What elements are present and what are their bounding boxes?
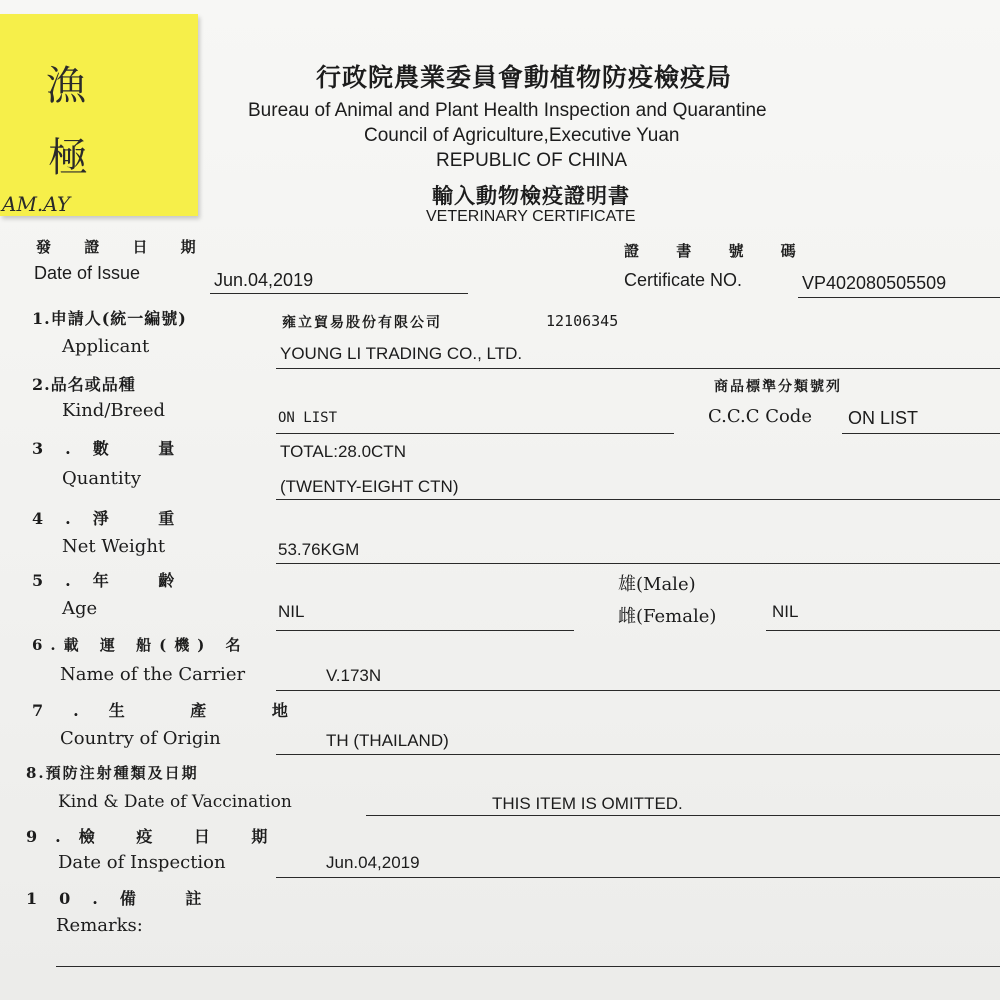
sticky-note-char-2: 極	[48, 135, 88, 181]
vaccination-underline	[366, 815, 1000, 816]
ccc-value: ON LIST	[848, 408, 919, 428]
male-label: 雄(Male)	[618, 574, 696, 595]
issue-date-value: Jun.04,2019	[214, 270, 314, 290]
age-label-zh: 5.年 齡	[32, 571, 197, 590]
vaccination-label-zh: 8.預防注射種類及日期	[26, 764, 199, 782]
agency-title-zh: 行政院農業委員會動植物防疫檢疫局	[316, 63, 733, 92]
issue-date-label-zh: 發 證 日 期	[36, 238, 210, 256]
applicant-name-zh: 雍立貿易股份有限公司	[282, 315, 442, 331]
female-label: 雌(Female)	[618, 606, 717, 627]
sticky-note-char-1: 漁	[46, 63, 86, 109]
quantity-label-zh: 3.數 量	[32, 439, 197, 458]
ccc-label: C.C.C Code	[708, 406, 812, 427]
age-value: NIL	[278, 602, 305, 621]
quantity-label: Quantity	[62, 468, 142, 489]
kind-underline	[276, 433, 674, 434]
council-title: Council of Agriculture,Executive Yuan	[364, 125, 680, 146]
cert-no-label: Certificate NO.	[624, 270, 743, 290]
agency-title-en: Bureau of Animal and Plant Health Inspection and Quarantine	[248, 100, 767, 121]
age-label: Age	[62, 598, 98, 619]
cert-no-label-zh: 證 書 號 碼	[624, 242, 812, 260]
ccc-label-zh: 商品標準分類號列	[714, 379, 842, 395]
issue-date-underline	[210, 293, 468, 294]
inspection-value: Jun.04,2019	[326, 853, 420, 872]
remarks-label-zh: 10.備 註	[26, 889, 224, 908]
sticky-note-code: AM.AY	[2, 192, 71, 216]
applicant-label-zh: 1.申請人(統一編號)	[32, 309, 187, 328]
origin-underline	[276, 754, 1000, 755]
sticky-note	[0, 14, 198, 216]
ccc-underline	[842, 433, 1000, 434]
applicant-tax-id: 12106345	[546, 312, 619, 330]
certificate-title-zh: 輸入動物檢疫證明書	[432, 183, 630, 208]
carrier-value: V.173N	[326, 666, 382, 685]
cert-no-value: VP402080505509	[802, 273, 947, 293]
certificate-title-en: VETERINARY CERTIFICATE	[426, 208, 636, 225]
net-weight-value: 53.76KGM	[278, 540, 360, 559]
sex-underline	[766, 630, 1000, 631]
kind-label: Kind/Breed	[62, 400, 166, 421]
applicant-name: YOUNG LI TRADING CO., LTD.	[280, 344, 523, 363]
inspection-label-zh: 9.檢 疫 日 期	[26, 827, 286, 846]
carrier-label-zh: 6.載 運 船(機) 名	[32, 636, 249, 654]
sex-value: NIL	[772, 602, 799, 621]
origin-value: TH (THAILAND)	[326, 731, 449, 750]
carrier-underline	[276, 690, 1000, 691]
issue-date-label: Date of Issue	[34, 263, 141, 283]
origin-label: Country of Origin	[60, 728, 221, 749]
quantity-underline	[276, 499, 1000, 500]
net-weight-label-zh: 4.淨 重	[32, 509, 197, 528]
quantity-value: TOTAL:28.0CTN	[280, 442, 406, 461]
net-weight-label: Net Weight	[62, 536, 166, 557]
carrier-label: Name of the Carrier	[60, 664, 246, 685]
kind-label-zh: 2.品名或品種	[32, 375, 136, 394]
vaccination-value: THIS ITEM IS OMITTED.	[492, 794, 683, 813]
age-underline	[276, 630, 574, 631]
inspection-underline	[276, 877, 1000, 878]
country-title: REPUBLIC OF CHINA	[436, 150, 628, 171]
applicant-label: Applicant	[62, 336, 150, 357]
cert-no-underline	[798, 297, 1000, 298]
remarks-label: Remarks:	[56, 915, 143, 936]
net-weight-underline	[276, 563, 1000, 564]
applicant-underline	[276, 368, 1000, 369]
kind-value: ON LIST	[278, 410, 338, 426]
quantity-value-words: (TWENTY-EIGHT CTN)	[280, 477, 459, 496]
inspection-label: Date of Inspection	[58, 852, 226, 873]
vaccination-label: Kind & Date of Vaccination	[58, 792, 292, 812]
remarks-underline	[56, 966, 1000, 967]
origin-label-zh: 7.生 產 地	[32, 701, 318, 720]
